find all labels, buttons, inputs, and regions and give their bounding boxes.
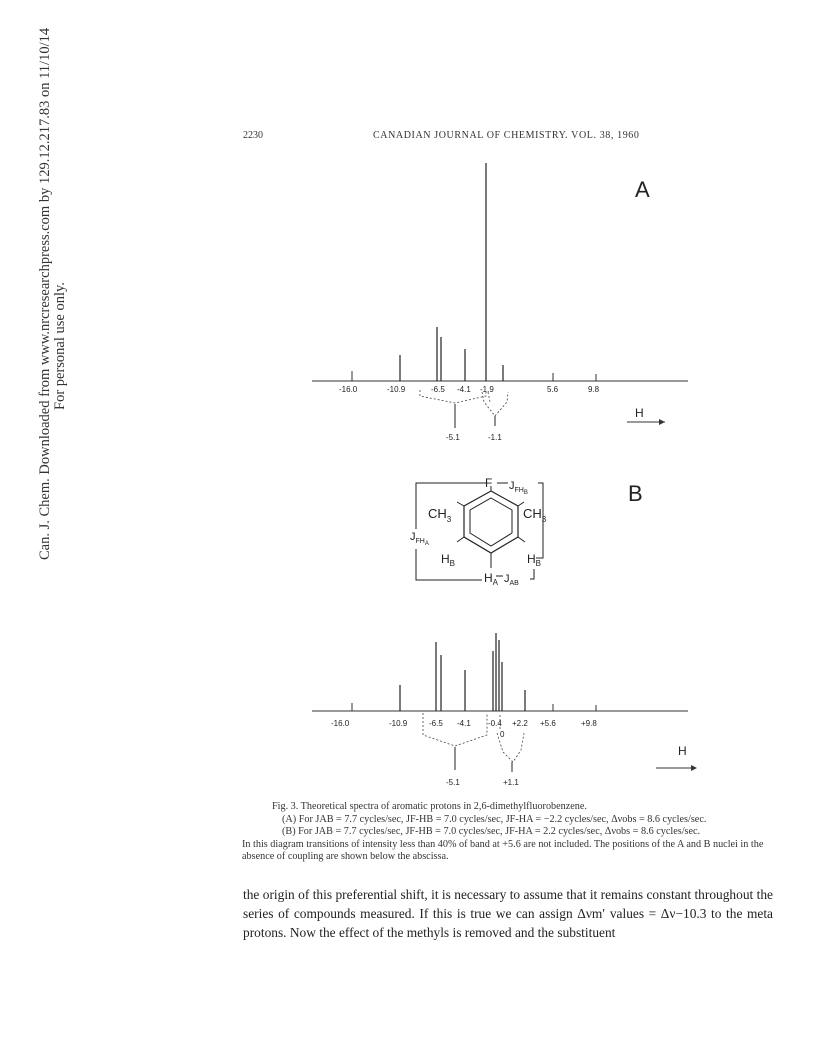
- spectrum-a: [312, 163, 688, 442]
- axis-b-label: -16.0: [331, 719, 350, 728]
- axis-a-labels: [339, 385, 600, 394]
- axis-b-labels: [331, 719, 597, 739]
- methyl-left-label: $CH_3$: [428, 506, 452, 524]
- axis-b-label: 0: [500, 730, 505, 739]
- uncoupled-positions-a: [455, 404, 495, 428]
- axis-b-label: +2.2: [512, 719, 528, 728]
- position-label-b: +1.1: [503, 778, 519, 787]
- axis-a-label: 9.8: [588, 385, 600, 394]
- panel-label-b: B: [628, 481, 643, 506]
- caption-line-b: (B) For JAB = 7.7 cycles/sec, JF-HB = 7.0 cycles/sec, JF-HA = 2.2 cycles/sec, Δνobs = 8.6 cycles/sec.: [282, 826, 701, 838]
- axis-a-label: -6.5: [431, 385, 445, 394]
- page-number: 2230: [243, 130, 263, 141]
- journal-title: CANADIAN JOURNAL OF CHEMISTRY. VOL. 38, 1960: [373, 130, 640, 141]
- caption-title: Fig. 3. Theoretical spectra of aromatic protons in 2,6-dimethylfluorobenzene.: [272, 801, 587, 812]
- axis-b-label: -0.4: [488, 719, 502, 728]
- axis-b-label: +9.8: [581, 719, 597, 728]
- hb-right-label: $H_B$: [527, 552, 542, 568]
- download-notice-line1: Can. J. Chem. Downloaded from www.nrcresearchpress.com by 129.12.217.83 on 11/10/14: [37, 27, 53, 560]
- benzene-ring: [464, 491, 518, 553]
- axis-a-label: -16.0: [339, 385, 358, 394]
- spectral-lines-b: [400, 633, 525, 711]
- j-ab-label: $J_{AB}$: [504, 573, 519, 587]
- axis-b-label: -10.9: [389, 719, 408, 728]
- ha-label: $H_A$: [484, 571, 499, 587]
- j-fha-label: $J_{FH}A$: [410, 531, 429, 547]
- download-notice-line2: For personal use only.: [52, 282, 68, 410]
- caption-line-a: (A) For JAB = 7.7 cycles/sec, JF-HB = 7.0 cycles/sec, JF-HA = −2.2 cycles/sec, Δνobs = 8.6 cycles/sec.: [282, 813, 707, 825]
- caption-note: In this diagram transitions of intensity less than 40% of band at +5.6 are not included. The positions of the A and B nuclei in the absence of coupling are shown below the abscissa.: [242, 838, 764, 863]
- benzene-inner-ring: [470, 498, 512, 546]
- fluorine-label: F: [485, 476, 493, 490]
- panel-label-a: A: [635, 177, 650, 202]
- structure-diagram: [410, 476, 643, 587]
- hb-left-label: $H_B$: [441, 552, 456, 568]
- axis-b-label: -4.1: [457, 719, 471, 728]
- axis-b-label: +5.6: [540, 719, 556, 728]
- position-label-a: -5.1: [446, 433, 460, 442]
- spectral-lines-a: [400, 163, 503, 381]
- axis-a-label: -4.1: [457, 385, 471, 394]
- figure-caption: [242, 801, 772, 864]
- position-label-a: -1.1: [488, 433, 502, 442]
- body-paragraph: the origin of this preferential shift, it is necessary to assume that it remains constant throughout the series of compounds measured. If this is true we can assign Δνm′ values = Δν−10.3 to the meta protons. Now the effect of the methyls is removed and the substituent: [243, 887, 773, 940]
- axis-b-ticks: [352, 703, 596, 711]
- axis-a-label: -10.9: [387, 385, 406, 394]
- methyl-right-label: $CH_3$: [523, 506, 547, 524]
- spectrum-b: [312, 633, 697, 787]
- uncoupled-positions-b: [455, 747, 512, 772]
- field-label-b: H: [678, 744, 687, 758]
- axis-b-label: -6.5: [429, 719, 443, 728]
- axis-a-ticks: [352, 371, 596, 381]
- position-label-b: -5.1: [446, 778, 460, 787]
- axis-a-label: -1.9: [480, 385, 494, 394]
- field-label-a: H: [635, 406, 644, 420]
- j-fhb-label: $J_{FH}B$: [509, 480, 528, 496]
- body-text: [243, 885, 773, 942]
- axis-a-label: 5.6: [547, 385, 559, 394]
